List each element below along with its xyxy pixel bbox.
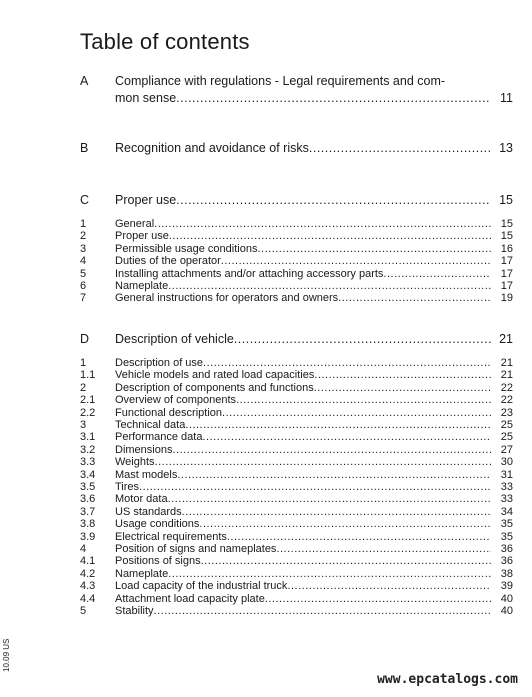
- watermark: www.epcatalogs.com: [377, 672, 518, 687]
- section-label-line1: Compliance with regulations - Legal requirements and com-: [115, 74, 446, 88]
- entry-number: 1.1: [80, 369, 96, 382]
- entry-label: Attachment load capacity plate: [115, 592, 265, 605]
- entry-label: Duties of the operator: [115, 255, 221, 268]
- entry-label: Permissible usage conditions: [115, 242, 258, 255]
- page-number: 22: [500, 394, 513, 407]
- entry-number: 3.4: [80, 468, 96, 481]
- entry-label: Load capacity of the industrial truck: [115, 580, 288, 593]
- entry-number: 2: [80, 230, 87, 243]
- entry-label: Positions of signs: [115, 555, 201, 568]
- section-letter: C: [80, 193, 90, 207]
- entry-label: Dimensions: [115, 443, 173, 456]
- page-number: 36: [500, 555, 513, 568]
- entry-label: Mast models: [115, 468, 178, 481]
- entry-number: 1: [80, 357, 87, 369]
- dot-leader: [227, 531, 491, 543]
- entry-number: 3: [80, 419, 87, 431]
- page-number: 25: [500, 419, 513, 431]
- entry-label: Description of use: [115, 357, 204, 369]
- page-number: 17: [500, 280, 513, 292]
- entry-label: Nameplate: [115, 280, 169, 292]
- page-number: 35: [500, 530, 513, 543]
- entry-number: 3.2: [80, 443, 96, 456]
- dot-leader: [169, 230, 491, 242]
- entry-number: 5: [80, 605, 87, 617]
- entry-label: Vehicle models and rated load capacities: [115, 369, 315, 382]
- entry-number: 3.1: [80, 431, 96, 444]
- entry-label: Weights: [115, 456, 155, 469]
- entry-label: Tires: [115, 481, 140, 493]
- entry-number: 3.3: [80, 456, 96, 469]
- dot-leader: [236, 394, 491, 406]
- page-number: 25: [500, 431, 513, 444]
- dot-leader: [276, 543, 491, 555]
- entry-number: 3: [80, 242, 87, 255]
- entry-label: US standards: [115, 505, 182, 518]
- dot-leader: [257, 243, 491, 255]
- entry-label: Proper use: [115, 230, 169, 243]
- dot-leader: [154, 218, 491, 230]
- page-number: 30: [500, 456, 513, 469]
- section-label: Recognition and avoidance of risks: [115, 141, 309, 155]
- dot-leader: [314, 369, 491, 381]
- page-number: 15: [500, 218, 513, 230]
- dot-leader: [172, 444, 491, 456]
- entry-number: 4.4: [80, 592, 96, 605]
- dot-leader: [177, 469, 491, 481]
- page-number: 40: [500, 592, 513, 605]
- page-number: 19: [500, 292, 513, 305]
- page-number: 17: [500, 267, 513, 280]
- entry-label: Stability: [115, 605, 154, 617]
- page-number: 21: [500, 369, 513, 382]
- entry-number: 3.8: [80, 518, 96, 531]
- page-number: 27: [500, 443, 513, 456]
- page-number: 40: [500, 605, 513, 617]
- dot-leader: [234, 330, 491, 348]
- entry-number: 3.7: [80, 505, 96, 518]
- page-number: 35: [500, 518, 513, 531]
- section-label: Proper use: [115, 193, 177, 207]
- entry-label: Installing attachments and/or attaching accessory parts: [115, 267, 384, 280]
- entry-label: Motor data: [115, 493, 168, 506]
- entry-label: Functional description: [115, 406, 223, 419]
- entry-number: 7: [80, 292, 87, 305]
- entry-number: 1: [80, 218, 87, 230]
- entry-number: 4.1: [80, 555, 96, 568]
- dot-leader: [168, 280, 491, 292]
- entry-label: General: [115, 218, 155, 230]
- dot-leader: [155, 456, 491, 468]
- entry-number: 2.1: [80, 394, 96, 407]
- dot-leader: [202, 431, 491, 443]
- entry-label: Electrical requirements: [115, 530, 227, 543]
- page-number: 15: [500, 230, 513, 243]
- page-number: 38: [500, 567, 513, 580]
- dot-leader: [201, 555, 491, 567]
- dot-leader: [185, 419, 491, 431]
- page-number: 33: [500, 493, 513, 506]
- page-number: 15: [499, 193, 513, 207]
- dot-leader: [176, 191, 491, 209]
- page-title: Table of contents: [80, 28, 250, 54]
- page-number: 39: [500, 580, 513, 593]
- page-number: 33: [500, 481, 513, 493]
- dot-leader: [287, 580, 491, 592]
- page-number: 34: [500, 505, 513, 518]
- page-number: 22: [500, 381, 513, 394]
- dot-leader: [182, 506, 491, 518]
- dot-leader: [203, 357, 491, 369]
- entry-number: 4: [80, 255, 87, 268]
- dot-leader: [168, 493, 491, 505]
- dot-leader: [168, 568, 491, 580]
- date-stamp: 10.09 US: [2, 638, 11, 672]
- entry-number: 4.3: [80, 580, 96, 593]
- section-letter: D: [80, 332, 90, 346]
- entry-label: Performance data: [115, 431, 203, 444]
- entry-label: Overview of components: [115, 394, 237, 407]
- section-label: mon sense: [115, 91, 177, 105]
- entry-number: 4.2: [80, 567, 96, 580]
- page-number: 31: [500, 468, 513, 481]
- page-number: 17: [500, 255, 513, 268]
- dot-leader: [199, 518, 491, 530]
- page-number: 11: [500, 91, 513, 105]
- entry-label: Position of signs and nameplates: [115, 543, 277, 555]
- entry-number: 2.2: [80, 406, 96, 419]
- dot-leader: [176, 89, 491, 107]
- dot-leader: [338, 292, 491, 304]
- page-number: 21: [500, 357, 513, 369]
- entry-number: 2: [80, 381, 87, 394]
- section-letter: A: [80, 74, 89, 88]
- dot-leader: [383, 268, 491, 280]
- entry-number: 3.5: [80, 481, 96, 493]
- entry-number: 3.9: [80, 530, 96, 543]
- dot-leader: [139, 481, 491, 493]
- section-letter: B: [80, 141, 89, 155]
- dot-leader: [222, 407, 491, 419]
- entry-number: 6: [80, 280, 87, 292]
- dot-leader: [265, 593, 491, 605]
- entry-label: Usage conditions: [115, 518, 200, 531]
- dot-leader: [154, 605, 491, 617]
- dot-leader: [314, 382, 491, 394]
- section-label: Description of vehicle: [115, 332, 234, 346]
- entry-label: General instructions for operators and owners: [115, 292, 339, 305]
- page-number: 13: [499, 141, 513, 155]
- dot-leader: [221, 255, 491, 267]
- page-number: 16: [500, 242, 513, 255]
- entry-label: Nameplate: [115, 567, 169, 580]
- entry-label: Technical data: [115, 419, 186, 431]
- page-number: 21: [499, 332, 513, 346]
- entry-number: 3.6: [80, 493, 96, 506]
- dot-leader: [309, 139, 491, 157]
- entry-number: 4: [80, 543, 87, 555]
- entry-number: 5: [80, 267, 87, 280]
- page-number: 36: [500, 543, 513, 555]
- page-number: 23: [500, 406, 513, 419]
- entry-label: Description of components and functions: [115, 381, 314, 394]
